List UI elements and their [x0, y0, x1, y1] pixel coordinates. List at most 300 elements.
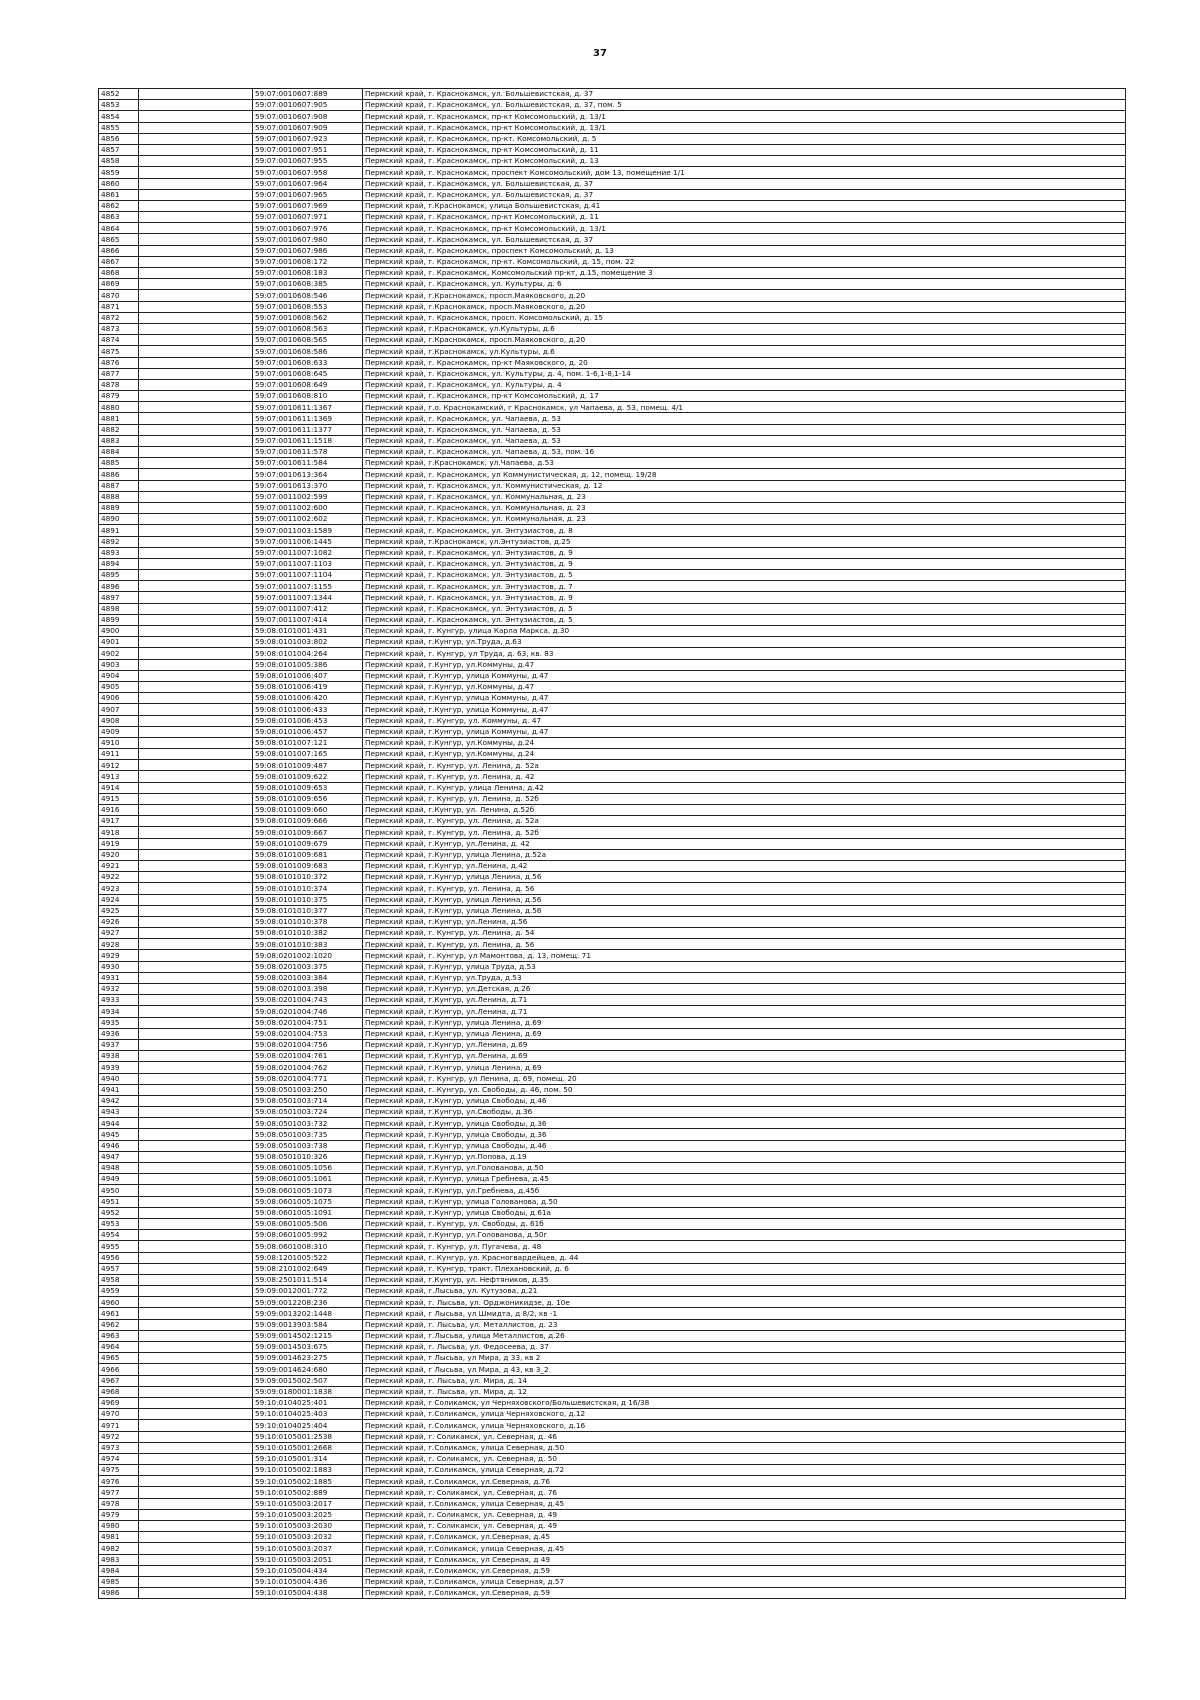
row-number-cell: 4886 — [99, 469, 139, 480]
cadastral-number-cell: 59:10:0104025:404 — [253, 1420, 363, 1431]
cadastral-number-cell: 59:08:0201004:753 — [253, 1028, 363, 1039]
cadastral-number-cell: 59:08:0201002:1020 — [253, 950, 363, 961]
row-number-cell: 4934 — [99, 1006, 139, 1017]
address-cell: Пермский край, г. Краснокамск, ул. Культуры, д. 6 — [363, 279, 1126, 290]
table-row — [99, 681, 1126, 692]
empty-cell — [139, 1330, 253, 1341]
row-number-cell: 4869 — [99, 279, 139, 290]
row-number-cell: 4975 — [99, 1465, 139, 1476]
empty-cell — [139, 670, 253, 681]
table-row — [99, 637, 1126, 648]
empty-cell — [139, 626, 253, 637]
cadastral-number-cell: 59:09:0015002:507 — [253, 1375, 363, 1386]
empty-cell — [139, 323, 253, 334]
table-row — [99, 469, 1126, 480]
cadastral-number-cell: 59:08:0201004:743 — [253, 995, 363, 1006]
row-number-cell: 4899 — [99, 614, 139, 625]
address-cell: Пермский край, г. Кунгур, ул. Ленина, д. 54 — [363, 928, 1126, 939]
row-number-cell: 4945 — [99, 1129, 139, 1140]
cadastral-number-cell: 59:10:0105003:2051 — [253, 1554, 363, 1565]
row-number-cell: 4918 — [99, 827, 139, 838]
cadastral-number-cell: 59:07:0010608:563 — [253, 323, 363, 334]
table-row — [99, 200, 1126, 211]
table-row — [99, 1095, 1126, 1106]
cadastral-number-cell: 59:10:0105002:1883 — [253, 1465, 363, 1476]
row-number-cell: 4950 — [99, 1185, 139, 1196]
table-row — [99, 1230, 1126, 1241]
cadastral-number-cell: 59:08:0101010:372 — [253, 872, 363, 883]
empty-cell — [139, 1397, 253, 1408]
cadastral-number-cell: 59:10:0105003:2032 — [253, 1532, 363, 1543]
cadastral-number-cell: 59:08:0101009:660 — [253, 805, 363, 816]
address-cell: Пермский край, г. Краснокамск, пр-кт Комсомольский, д. 17 — [363, 391, 1126, 402]
table-row — [99, 402, 1126, 413]
cadastral-number-cell: 59:09:0014623:275 — [253, 1353, 363, 1364]
empty-cell — [139, 1342, 253, 1353]
table-row — [99, 178, 1126, 189]
empty-cell — [139, 1241, 253, 1252]
empty-cell — [139, 995, 253, 1006]
table-row — [99, 167, 1126, 178]
table-row — [99, 1509, 1126, 1520]
address-cell: Пермский край, г.Кунгур, ул.Ленина, д.69 — [363, 1051, 1126, 1062]
row-number-cell: 4931 — [99, 972, 139, 983]
address-cell: Пермский край, г Лысьва, ул Мира, д 43, кв 3_2 — [363, 1364, 1126, 1375]
empty-cell — [139, 760, 253, 771]
cadastral-number-cell: 59:08:0101009:653 — [253, 782, 363, 793]
row-number-cell: 4856 — [99, 133, 139, 144]
row-number-cell: 4937 — [99, 1039, 139, 1050]
row-number-cell: 4894 — [99, 558, 139, 569]
address-cell: Пермский край, г. Краснокамск, ул. Энтузиастов, д. 9 — [363, 547, 1126, 558]
row-number-cell: 4895 — [99, 570, 139, 581]
address-cell: Пермский край, г.Кунгур, улица Свободы, д.46 — [363, 1095, 1126, 1106]
cadastral-number-cell: 59:08:0601008:310 — [253, 1241, 363, 1252]
cadastral-number-cell: 59:08:0101010:375 — [253, 894, 363, 905]
table-row — [99, 883, 1126, 894]
table-row — [99, 1252, 1126, 1263]
empty-cell — [139, 872, 253, 883]
address-cell: Пермский край, г. Соликамск, ул. Северная, д. 49 — [363, 1521, 1126, 1532]
empty-cell — [139, 435, 253, 446]
empty-cell — [139, 458, 253, 469]
empty-cell — [139, 402, 253, 413]
row-number-cell: 4923 — [99, 883, 139, 894]
address-cell: Пермский край, г. Краснокамск, ул. Большевистская, д. 37, пом. 5 — [363, 100, 1126, 111]
address-cell: Пермский край, г.Соликамск, улица Северная, д.45 — [363, 1498, 1126, 1509]
row-number-cell: 4873 — [99, 323, 139, 334]
cadastral-number-cell: 59:08:0101009:622 — [253, 771, 363, 782]
address-cell: Пермский край, г. Лысьва, ул. Мира, д. 12 — [363, 1386, 1126, 1397]
row-number-cell: 4936 — [99, 1028, 139, 1039]
table-row — [99, 558, 1126, 569]
cadastral-number-cell: 59:07:0010608:562 — [253, 312, 363, 323]
address-cell: Пермский край, г. Кунгур, ул. Пугачева, д. 48 — [363, 1241, 1126, 1252]
row-number-cell: 4973 — [99, 1442, 139, 1453]
cadastral-number-cell: 59:07:0010608:546 — [253, 290, 363, 301]
row-number-cell: 4966 — [99, 1364, 139, 1375]
table-row — [99, 268, 1126, 279]
row-number-cell: 4949 — [99, 1174, 139, 1185]
address-cell: Пермский край, г. Краснокамск, Комсомольский пр-кт, д.15, помещение 3 — [363, 268, 1126, 279]
row-number-cell: 4888 — [99, 491, 139, 502]
address-cell: Пермский край, г.Кунгур, улица Ленина, д.56 — [363, 894, 1126, 905]
empty-cell — [139, 805, 253, 816]
cadastral-number-cell: 59:08:0201004:761 — [253, 1051, 363, 1062]
row-number-cell: 4877 — [99, 368, 139, 379]
cadastral-number-cell: 59:10:0105003:2017 — [253, 1498, 363, 1509]
table-row — [99, 1543, 1126, 1554]
cadastral-number-cell: 59:08:0101010:383 — [253, 939, 363, 950]
table-row — [99, 916, 1126, 927]
empty-cell — [139, 368, 253, 379]
row-number-cell: 4981 — [99, 1532, 139, 1543]
cadastral-number-cell: 59:09:0012208:236 — [253, 1297, 363, 1308]
row-number-cell: 4946 — [99, 1140, 139, 1151]
table-row — [99, 670, 1126, 681]
address-cell: Пермский край, г Лысьва, ул Мира, д 33, кв 2 — [363, 1353, 1126, 1364]
row-number-cell: 4852 — [99, 89, 139, 100]
table-row — [99, 1342, 1126, 1353]
row-number-cell: 4861 — [99, 189, 139, 200]
empty-cell — [139, 424, 253, 435]
empty-cell — [139, 928, 253, 939]
table-row — [99, 1241, 1126, 1252]
table-row — [99, 1308, 1126, 1319]
row-number-cell: 4857 — [99, 144, 139, 155]
row-number-cell: 4904 — [99, 670, 139, 681]
empty-cell — [139, 984, 253, 995]
address-cell: Пермский край, г.Кунгур, ул.Труда, д.53 — [363, 972, 1126, 983]
table-row — [99, 301, 1126, 312]
empty-cell — [139, 1576, 253, 1587]
address-cell: Пермский край, г. Краснокамск, ул. Культуры, д. 4 — [363, 379, 1126, 390]
cadastral-number-cell: 59:07:0010611:584 — [253, 458, 363, 469]
table-row — [99, 1039, 1126, 1050]
cadastral-number-cell: 59:08:0101004:264 — [253, 648, 363, 659]
empty-cell — [139, 1521, 253, 1532]
row-number-cell: 4893 — [99, 547, 139, 558]
empty-cell — [139, 1263, 253, 1274]
empty-cell — [139, 290, 253, 301]
cadastral-number-cell: 59:07:0011003:1589 — [253, 525, 363, 536]
empty-cell — [139, 592, 253, 603]
cadastral-number-cell: 59:07:0010608:645 — [253, 368, 363, 379]
empty-cell — [139, 1051, 253, 1062]
row-number-cell: 4942 — [99, 1095, 139, 1106]
empty-cell — [139, 1006, 253, 1017]
page-number: 37 — [593, 48, 607, 59]
cadastral-number-cell: 59:07:0010613:364 — [253, 469, 363, 480]
empty-cell — [139, 1353, 253, 1364]
empty-cell — [139, 603, 253, 614]
address-cell: Пермский край, г.Кунгур, ул.Голованова, д.50г — [363, 1230, 1126, 1241]
address-cell: Пермский край, г.Лысьва, улица Металлистов, д.26 — [363, 1330, 1126, 1341]
empty-cell — [139, 133, 253, 144]
empty-cell — [139, 547, 253, 558]
empty-cell — [139, 447, 253, 458]
address-cell: Пермский край, г. Лысьва, ул. Федосеева, д. 37 — [363, 1342, 1126, 1353]
cadastral-number-cell: 59:08:0201003:384 — [253, 972, 363, 983]
empty-cell — [139, 1140, 253, 1151]
table-row — [99, 872, 1126, 883]
address-cell: Пермский край, г.Кунгур, ул.Коммуны, д.24 — [363, 737, 1126, 748]
address-cell: Пермский край, г. Краснокамск, ул Коммунистическая, д. 12, помещ. 19/28 — [363, 469, 1126, 480]
cadastral-number-cell: 59:08:0101010:378 — [253, 916, 363, 927]
cadastral-number-cell: 59:10:0105004:438 — [253, 1588, 363, 1599]
address-cell: Пермский край, г.Кунгур, ул.Ленина, д. 42 — [363, 838, 1126, 849]
address-cell: Пермский край, г.Кунгур, ул. Нефтяников, д.35 — [363, 1274, 1126, 1285]
empty-cell — [139, 223, 253, 234]
cadastral-number-cell: 59:08:0101009:656 — [253, 793, 363, 804]
table-row — [99, 995, 1126, 1006]
empty-cell — [139, 1498, 253, 1509]
row-number-cell: 4921 — [99, 860, 139, 871]
row-number-cell: 4954 — [99, 1230, 139, 1241]
empty-cell — [139, 391, 253, 402]
address-cell: Пермский край, г. Соликамск, ул. Северная, д. 50 — [363, 1453, 1126, 1464]
address-cell: Пермский край, г. Краснокамск, ул. Большевистская, д. 37 — [363, 89, 1126, 100]
table-row — [99, 122, 1126, 133]
address-cell: Пермский край, г.Кунгур, ул.Ленина, д.56 — [363, 916, 1126, 927]
empty-cell — [139, 1039, 253, 1050]
empty-cell — [139, 1509, 253, 1520]
empty-cell — [139, 335, 253, 346]
address-cell: Пермский край, г.Соликамск, улица Черняховского, д.16 — [363, 1420, 1126, 1431]
empty-cell — [139, 1163, 253, 1174]
empty-cell — [139, 1308, 253, 1319]
cadastral-number-cell: 59:08:0201003:375 — [253, 961, 363, 972]
empty-cell — [139, 144, 253, 155]
address-cell: Пермский край, г.Соликамск, улица Северная, д.45 — [363, 1543, 1126, 1554]
empty-cell — [139, 357, 253, 368]
empty-cell — [139, 1364, 253, 1375]
row-number-cell: 4897 — [99, 592, 139, 603]
row-number-cell: 4859 — [99, 167, 139, 178]
empty-cell — [139, 346, 253, 357]
cadastral-number-cell: 59:07:0011007:1344 — [253, 592, 363, 603]
empty-cell — [139, 1319, 253, 1330]
row-number-cell: 4948 — [99, 1163, 139, 1174]
cadastral-number-cell: 59:08:0501003:724 — [253, 1107, 363, 1118]
table-row — [99, 581, 1126, 592]
empty-cell — [139, 1274, 253, 1285]
table-row — [99, 1420, 1126, 1431]
table-row — [99, 1107, 1126, 1118]
address-cell: Пермский край, г.Кунгур, ул.Коммуны, д.47 — [363, 659, 1126, 670]
cadastral-number-cell: 59:07:0011007:1103 — [253, 558, 363, 569]
table-row — [99, 1386, 1126, 1397]
empty-cell — [139, 536, 253, 547]
empty-cell — [139, 491, 253, 502]
row-number-cell: 4955 — [99, 1241, 139, 1252]
row-number-cell: 4916 — [99, 805, 139, 816]
address-cell: Пермский край, г. Краснокамск, пр-кт Комсомольский, д. 13 — [363, 156, 1126, 167]
empty-cell — [139, 1409, 253, 1420]
empty-cell — [139, 178, 253, 189]
table-row — [99, 849, 1126, 860]
table-row — [99, 603, 1126, 614]
empty-cell — [139, 637, 253, 648]
empty-cell — [139, 1286, 253, 1297]
address-cell: Пермский край, г.Кунгур, улица Коммуны, д.47 — [363, 704, 1126, 715]
cadastral-number-cell: 59:08:0201003:398 — [253, 984, 363, 995]
address-cell: Пермский край, г.Кунгур, улица Свободы, д.36 — [363, 1118, 1126, 1129]
table-row — [99, 1476, 1126, 1487]
cadastral-number-cell: 59:07:0010607:908 — [253, 111, 363, 122]
table-row — [99, 793, 1126, 804]
table-row — [99, 1207, 1126, 1218]
row-number-cell: 4900 — [99, 626, 139, 637]
address-cell: Пермский край, г.Краснокамск, просп.Маяковского, д.20 — [363, 335, 1126, 346]
address-cell: Пермский край, г.Кунгур, ул.Коммуны, д.47 — [363, 681, 1126, 692]
empty-cell — [139, 614, 253, 625]
empty-cell — [139, 1017, 253, 1028]
address-cell: Пермский край, г. Кунгур, улица Ленина, д.42 — [363, 782, 1126, 793]
cadastral-number-cell: 59:10:0105001:2668 — [253, 1442, 363, 1453]
empty-cell — [139, 894, 253, 905]
row-number-cell: 4908 — [99, 715, 139, 726]
table-row — [99, 480, 1126, 491]
table-row — [99, 1062, 1126, 1073]
row-number-cell: 4930 — [99, 961, 139, 972]
address-cell: Пермский край, г. Кунгур, ул Ленина, д. 69, помещ. 20 — [363, 1073, 1126, 1084]
address-cell: Пермский край, г. Кунгур, ул. Ленина, д. 52б — [363, 793, 1126, 804]
table-row — [99, 1163, 1126, 1174]
table-row — [99, 502, 1126, 513]
row-number-cell: 4967 — [99, 1375, 139, 1386]
cadastral-number-cell: 59:08:0101006:457 — [253, 726, 363, 737]
address-cell: Пермский край, г. Краснокамск, пр-кт. Комсомольский, д. 5 — [363, 133, 1126, 144]
address-cell: Пермский край, г.Кунгур, ул.Попова, д.19 — [363, 1151, 1126, 1162]
address-cell: Пермский край, г. Кунгур, ул. Ленина, д. 52а — [363, 760, 1126, 771]
row-number-cell: 4986 — [99, 1588, 139, 1599]
address-cell: Пермский край, г.Кунгур, ул. Ленина, д.52б — [363, 805, 1126, 816]
empty-cell — [139, 771, 253, 782]
cadastral-number-cell: 59:07:0010611:1377 — [253, 424, 363, 435]
empty-cell — [139, 1375, 253, 1386]
table-row — [99, 1185, 1126, 1196]
address-cell: Пермский край, г.Кунгур, улица Свободы, д.61а — [363, 1207, 1126, 1218]
row-number-cell: 4963 — [99, 1330, 139, 1341]
address-cell: Пермский край, г. Краснокамск, ул. Энтузиастов, д. 8 — [363, 525, 1126, 536]
row-number-cell: 4962 — [99, 1319, 139, 1330]
row-number-cell: 4901 — [99, 637, 139, 648]
row-number-cell: 4920 — [99, 849, 139, 860]
address-cell: Пермский край, г. Краснокамск, ул. Энтузиастов, д. 7 — [363, 581, 1126, 592]
empty-cell — [139, 838, 253, 849]
row-number-cell: 4875 — [99, 346, 139, 357]
table-row — [99, 156, 1126, 167]
row-number-cell: 4868 — [99, 268, 139, 279]
empty-cell — [139, 916, 253, 927]
empty-cell — [139, 301, 253, 312]
row-number-cell: 4924 — [99, 894, 139, 905]
cadastral-number-cell: 59:08:2101002:649 — [253, 1263, 363, 1274]
cadastral-number-cell: 59:10:0105003:2030 — [253, 1521, 363, 1532]
table-row — [99, 234, 1126, 245]
cadastral-number-cell: 59:07:0010607:980 — [253, 234, 363, 245]
address-cell: Пермский край, г. Соликамск, ул. Северная, д. 49 — [363, 1509, 1126, 1520]
cadastral-number-cell: 59:08:0601005:992 — [253, 1230, 363, 1241]
cadastral-number-cell: 59:07:0010613:370 — [253, 480, 363, 491]
table-row — [99, 570, 1126, 581]
table-row — [99, 223, 1126, 234]
row-number-cell: 4862 — [99, 200, 139, 211]
address-cell: Пермский край, г. Краснокамск, ул. Чапаева, д. 53 — [363, 424, 1126, 435]
table-row — [99, 290, 1126, 301]
table-row — [99, 133, 1126, 144]
empty-cell — [139, 1588, 253, 1599]
row-number-cell: 4940 — [99, 1073, 139, 1084]
row-number-cell: 4882 — [99, 424, 139, 435]
address-cell: Пермский край, г.Соликамск, ул.Северная, д.59 — [363, 1565, 1126, 1576]
cadastral-number-cell: 59:08:2501011:514 — [253, 1274, 363, 1285]
table-row — [99, 1006, 1126, 1017]
cadastral-number-cell: 59:09:0180001:1838 — [253, 1386, 363, 1397]
cadastral-number-cell: 59:08:0201004:751 — [253, 1017, 363, 1028]
row-number-cell: 4927 — [99, 928, 139, 939]
address-cell: Пермский край, г. Лысьва, ул. Металлистов, д. 23 — [363, 1319, 1126, 1330]
row-number-cell: 4854 — [99, 111, 139, 122]
row-number-cell: 4976 — [99, 1476, 139, 1487]
row-number-cell: 4961 — [99, 1308, 139, 1319]
row-number-cell: 4943 — [99, 1107, 139, 1118]
table-row — [99, 1084, 1126, 1095]
table-row — [99, 491, 1126, 502]
row-number-cell: 4903 — [99, 659, 139, 670]
cadastral-number-cell: 59:08:0501003:735 — [253, 1129, 363, 1140]
table-row — [99, 1274, 1126, 1285]
cadastral-number-cell: 59:08:0501010:326 — [253, 1151, 363, 1162]
empty-cell — [139, 782, 253, 793]
row-number-cell: 4977 — [99, 1487, 139, 1498]
empty-cell — [139, 939, 253, 950]
table-row — [99, 1431, 1126, 1442]
address-cell: Пермский край, г.Кунгур, улица Ленина, д.56 — [363, 905, 1126, 916]
table-row — [99, 816, 1126, 827]
address-cell: Пермский край, г. Кунгур, ул. Ленина, д. 42 — [363, 771, 1126, 782]
empty-cell — [139, 972, 253, 983]
cadastral-number-cell: 59:10:0105003:2037 — [253, 1543, 363, 1554]
empty-cell — [139, 469, 253, 480]
address-cell: Пермский край, г. Кунгур, тракт. Плехановский, д. 6 — [363, 1263, 1126, 1274]
table-row — [99, 1263, 1126, 1274]
table-row — [99, 1465, 1126, 1476]
table-row — [99, 111, 1126, 122]
address-cell: Пермский край, г. Кунгур, ул. Ленина, д. 56 — [363, 939, 1126, 950]
empty-cell — [139, 1386, 253, 1397]
cadastral-number-cell: 59:08:0201004:746 — [253, 1006, 363, 1017]
address-cell: Пермский край, г.Соликамск, ул.Северная, д.59 — [363, 1588, 1126, 1599]
row-number-cell: 4944 — [99, 1118, 139, 1129]
address-cell: Пермский край, г.Кунгур, улица Гребнева, д.45 — [363, 1174, 1126, 1185]
row-number-cell: 4876 — [99, 357, 139, 368]
empty-cell — [139, 413, 253, 424]
empty-cell — [139, 1252, 253, 1263]
address-cell: Пермский край, г.Кунгур, улица Коммуны, д.47 — [363, 670, 1126, 681]
empty-cell — [139, 156, 253, 167]
address-cell: Пермский край, г. Краснокамск, ул. Чапаева, д. 53 — [363, 435, 1126, 446]
row-number-cell: 4952 — [99, 1207, 139, 1218]
empty-cell — [139, 100, 253, 111]
cadastral-number-cell: 59:07:0011002:599 — [253, 491, 363, 502]
address-cell: Пермский край, г. Кунгур, ул. Ленина, д. 56 — [363, 883, 1126, 894]
table-row — [99, 1397, 1126, 1408]
row-number-cell: 4911 — [99, 749, 139, 760]
empty-cell — [139, 89, 253, 100]
table-row — [99, 357, 1126, 368]
